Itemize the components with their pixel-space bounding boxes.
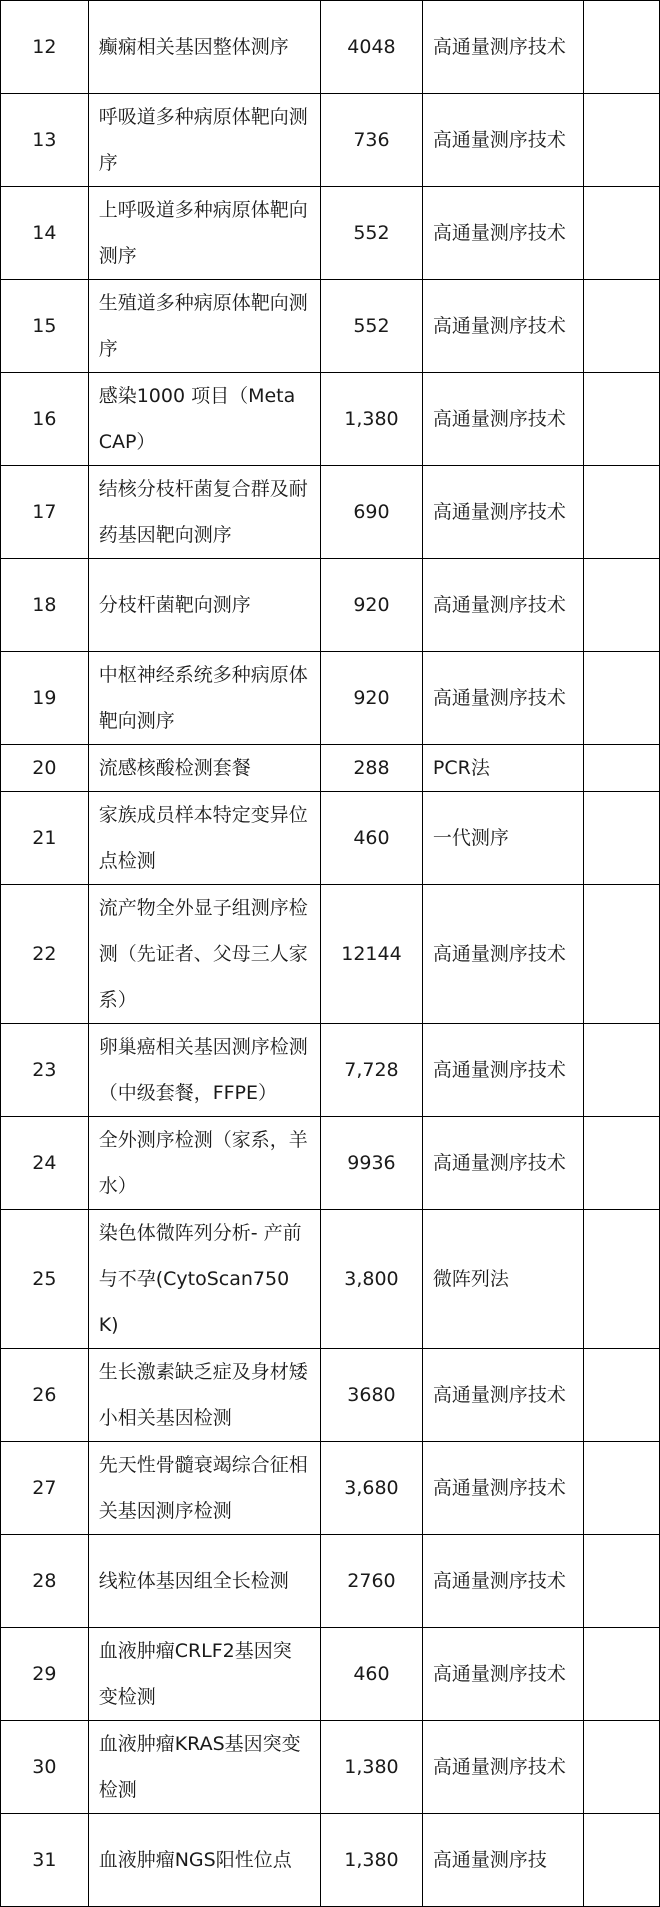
price-cell: 920	[321, 559, 423, 652]
table-row	[1, 466, 660, 559]
row-number: 31	[1, 1814, 89, 1907]
row-number: 12	[1, 1, 89, 94]
method-cell: 高通量测序技术	[422, 652, 583, 745]
table-row	[1, 559, 660, 652]
table-row	[1, 1535, 660, 1628]
empty-cell	[584, 1628, 660, 1721]
method-cell: 高通量测序技术	[422, 1721, 583, 1814]
price-cell: 12144	[321, 885, 423, 1024]
method-cell: 高通量测序技术	[422, 466, 583, 559]
price-cell: 9936	[321, 1117, 423, 1210]
table-row	[1, 1210, 660, 1349]
method-cell: 高通量测序技术	[422, 1024, 583, 1117]
empty-cell	[584, 745, 660, 792]
empty-cell	[584, 1442, 660, 1535]
row-number: 14	[1, 187, 89, 280]
empty-cell	[584, 1117, 660, 1210]
row-number: 30	[1, 1721, 89, 1814]
table-row	[1, 1721, 660, 1814]
method-cell: 高通量测序技术	[422, 559, 583, 652]
empty-cell	[584, 187, 660, 280]
empty-cell	[584, 792, 660, 885]
test-name: 感染1000 项目（MetaCAP）	[88, 373, 320, 466]
empty-cell	[584, 1210, 660, 1349]
table-row	[1, 280, 660, 373]
table-row	[1, 885, 660, 1024]
test-name: 血液肿瘤NGS阳性位点	[88, 1814, 320, 1907]
test-name: 线粒体基因组全长检测	[88, 1535, 320, 1628]
test-name: 生长激素缺乏症及身材矮小相关基因检测	[88, 1349, 320, 1442]
price-cell: 460	[321, 792, 423, 885]
method-cell: 高通量测序技术	[422, 187, 583, 280]
method-cell: 高通量测序技术	[422, 1117, 583, 1210]
test-name: 血液肿瘤CRLF2基因突变检测	[88, 1628, 320, 1721]
method-cell: 高通量测序技术	[422, 1535, 583, 1628]
price-cell: 3680	[321, 1349, 423, 1442]
empty-cell	[584, 885, 660, 1024]
row-number: 21	[1, 792, 89, 885]
table-row	[1, 652, 660, 745]
empty-cell	[584, 1721, 660, 1814]
empty-cell	[584, 652, 660, 745]
method-cell: 高通量测序技术	[422, 1, 583, 94]
price-cell: 460	[321, 1628, 423, 1721]
empty-cell	[584, 466, 660, 559]
test-name: 家族成员样本特定变异位点检测	[88, 792, 320, 885]
test-name: 卵巢癌相关基因测序检测（中级套餐，FFPE）	[88, 1024, 320, 1117]
test-name: 血液肿瘤KRAS基因突变检测	[88, 1721, 320, 1814]
table-row	[1, 1814, 660, 1907]
row-number: 19	[1, 652, 89, 745]
empty-cell	[584, 559, 660, 652]
price-cell: 552	[321, 280, 423, 373]
table-row	[1, 1024, 660, 1117]
test-name: 流感核酸检测套餐	[88, 745, 320, 792]
table-row	[1, 1349, 660, 1442]
empty-cell	[584, 1024, 660, 1117]
row-number: 20	[1, 745, 89, 792]
test-name: 呼吸道多种病原体靶向测序	[88, 94, 320, 187]
table-row	[1, 373, 660, 466]
row-number: 22	[1, 885, 89, 1024]
table-row	[1, 187, 660, 280]
price-cell: 1,380	[321, 373, 423, 466]
empty-cell	[584, 1814, 660, 1907]
row-number: 23	[1, 1024, 89, 1117]
price-cell: 2760	[321, 1535, 423, 1628]
method-cell: 高通量测序技术	[422, 885, 583, 1024]
price-cell: 7,728	[321, 1024, 423, 1117]
price-cell: 1,380	[321, 1814, 423, 1907]
test-name: 结核分枝杆菌复合群及耐药基因靶向测序	[88, 466, 320, 559]
empty-cell	[584, 94, 660, 187]
table-row	[1, 745, 660, 792]
method-cell: PCR法	[422, 745, 583, 792]
price-cell: 690	[321, 466, 423, 559]
test-name: 中枢神经系统多种病原体靶向测序	[88, 652, 320, 745]
price-cell: 552	[321, 187, 423, 280]
test-name: 分枝杆菌靶向测序	[88, 559, 320, 652]
empty-cell	[584, 1535, 660, 1628]
row-number: 18	[1, 559, 89, 652]
price-cell: 736	[321, 94, 423, 187]
test-name: 全外测序检测（家系，羊水）	[88, 1117, 320, 1210]
method-cell: 高通量测序技术	[422, 1349, 583, 1442]
row-number: 16	[1, 373, 89, 466]
method-cell: 高通量测序技术	[422, 1628, 583, 1721]
price-cell: 1,380	[321, 1721, 423, 1814]
table-row	[1, 94, 660, 187]
row-number: 25	[1, 1210, 89, 1349]
method-cell: 一代测序	[422, 792, 583, 885]
table-body	[1, 1, 660, 1907]
row-number: 24	[1, 1117, 89, 1210]
test-name: 流产物全外显子组测序检测（先证者、父母三人家系）	[88, 885, 320, 1024]
table-row	[1, 1628, 660, 1721]
row-number: 17	[1, 466, 89, 559]
empty-cell	[584, 1349, 660, 1442]
price-cell: 920	[321, 652, 423, 745]
test-name: 癫痫相关基因整体测序	[88, 1, 320, 94]
method-cell: 高通量测序技术	[422, 94, 583, 187]
row-number: 15	[1, 280, 89, 373]
method-cell: 高通量测序技术	[422, 280, 583, 373]
table-row	[1, 1442, 660, 1535]
row-number: 27	[1, 1442, 89, 1535]
row-number: 26	[1, 1349, 89, 1442]
table-row	[1, 1117, 660, 1210]
row-number: 29	[1, 1628, 89, 1721]
method-cell: 高通量测序技术	[422, 373, 583, 466]
table-row	[1, 792, 660, 885]
test-name: 染色体微阵列分析- 产前与不孕(CytoScan750K)	[88, 1210, 320, 1349]
price-cell: 4048	[321, 1, 423, 94]
test-name: 生殖道多种病原体靶向测序	[88, 280, 320, 373]
row-number: 13	[1, 94, 89, 187]
price-cell: 3,800	[321, 1210, 423, 1349]
method-cell: 微阵列法	[422, 1210, 583, 1349]
method-cell: 高通量测序技术	[422, 1442, 583, 1535]
table-row	[1, 1, 660, 94]
empty-cell	[584, 373, 660, 466]
row-number: 28	[1, 1535, 89, 1628]
price-cell: 288	[321, 745, 423, 792]
empty-cell	[584, 280, 660, 373]
test-name: 先天性骨髓衰竭综合征相关基因测序检测	[88, 1442, 320, 1535]
test-name: 上呼吸道多种病原体靶向测序	[88, 187, 320, 280]
price-cell: 3,680	[321, 1442, 423, 1535]
empty-cell	[584, 1, 660, 94]
method-cell: 高通量测序技	[422, 1814, 583, 1907]
